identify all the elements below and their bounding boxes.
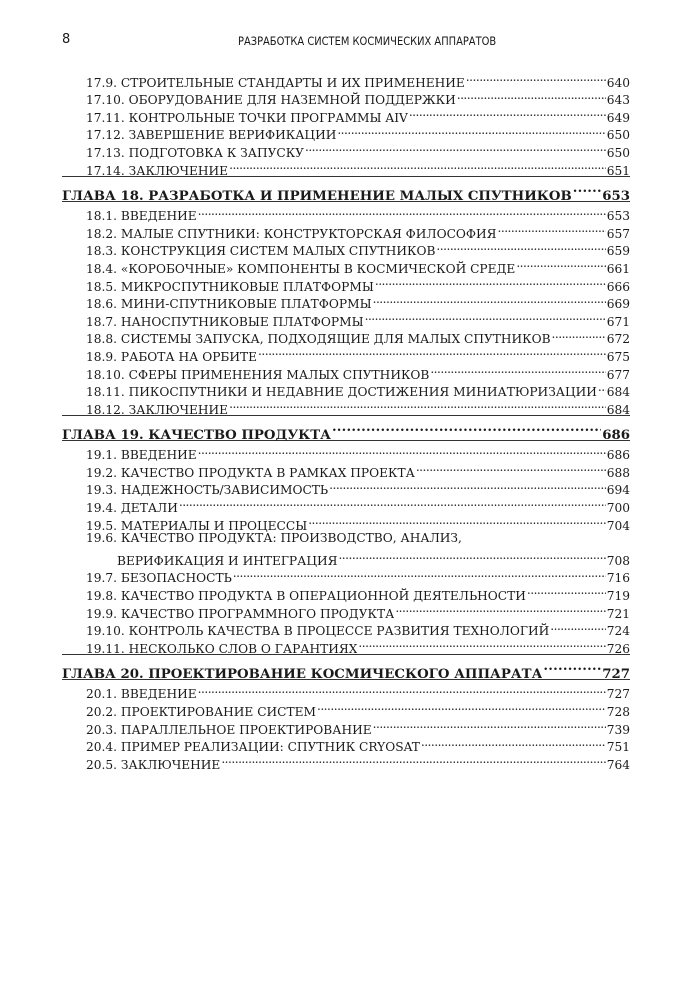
entry-label: 18.2. МАЛЫЕ СПУТНИКИ: КОНСТРУКТОРСКАЯ ФИЛОСОФИЯ	[86, 226, 497, 241]
leader-dots	[573, 178, 602, 200]
toc-entry[interactable]	[62, 69, 630, 90]
entry-label: 17.10. ОБОРУДОВАНИЕ ДЛЯ НАЗЕМНОЙ ПОДДЕРЖКИ	[86, 93, 456, 108]
leader-dots	[552, 326, 606, 344]
leader-dots	[332, 417, 601, 439]
entry-label: 20.1. ВВЕДЕНИЕ	[86, 687, 197, 702]
leader-dots	[329, 477, 606, 495]
entry-page: 719	[606, 589, 630, 604]
entry-label: 18.8. СИСТЕМЫ ЗАПУСКА, ПОДХОДЯЩИЕ ДЛЯ МАЛЫХ СПУТНИКОВ	[86, 332, 551, 347]
entry-label: 17.14. ЗАКЛЮЧЕНИЕ	[86, 163, 229, 178]
entry-label: 19.1. ВВЕДЕНИЕ	[86, 448, 197, 463]
entry-label: 20.3. ПАРАЛЛЕЛЬНОЕ ПРОЕКТИРОВАНИЕ	[86, 722, 372, 737]
page-header	[62, 32, 630, 52]
leader-dots	[457, 87, 606, 105]
leader-dots	[373, 716, 606, 734]
leader-dots	[305, 139, 606, 157]
leader-dots	[416, 459, 606, 477]
entry-label-line2: ВЕРИФИКАЦИЯ И ИНТЕГРАЦИЯ	[117, 553, 338, 568]
toc-group-chapter-19b	[62, 565, 630, 656]
leader-dots	[308, 512, 606, 530]
chapter-page: 686	[602, 427, 630, 443]
leader-dots	[373, 291, 606, 309]
entry-page: 739	[606, 722, 630, 737]
leader-dots	[233, 565, 606, 583]
entry-page: 684	[606, 385, 630, 400]
entry-page: 694	[606, 483, 630, 498]
leader-dots	[527, 582, 606, 600]
entry-label: 19.7. БЕЗОПАСНОСТЬ	[86, 571, 232, 586]
leader-dots	[550, 618, 605, 636]
entry-label: 17.9. СТРОИТЕЛЬНЫЕ СТАНДАРТЫ И ИХ ПРИМЕНЕНИЕ	[86, 75, 465, 90]
leader-dots	[543, 656, 601, 678]
entry-page: 716	[606, 571, 630, 586]
leader-dots	[466, 69, 606, 87]
toc-entry-multiline[interactable]	[62, 530, 630, 568]
leader-dots	[436, 238, 605, 256]
entry-page: 649	[606, 110, 630, 125]
entry-page: 721	[606, 606, 630, 621]
leader-dots	[338, 547, 605, 565]
entry-label: 19.4. ДЕТАЛИ	[86, 501, 178, 516]
entry-label: 19.8. КАЧЕСТВО ПРОДУКТА В ОПЕРАЦИОННОЙ ДЕЯТЕЛЬНОСТИ	[86, 589, 526, 604]
entry-page: 688	[606, 465, 630, 480]
leader-dots	[198, 442, 606, 460]
entry-page: 669	[606, 297, 630, 312]
entry-label: 17.13. ПОДГОТОВКА К ЗАПУСКУ	[86, 145, 304, 160]
chapter-title: ГЛАВА 19. КАЧЕСТВО ПРОДУКТА	[62, 427, 331, 443]
entry-label: 18.10. СФЕРЫ ПРИМЕНЕНИЯ МАЛЫХ СПУТНИКОВ	[86, 367, 430, 382]
entry-page: 684	[606, 402, 630, 417]
toc-group-chapter-19a	[62, 442, 630, 533]
leader-dots	[516, 255, 605, 273]
leader-dots	[229, 396, 606, 414]
running-title: РАЗРАБОТКА СИСТЕМ КОСМИЧЕСКИХ АППАРАТОВ	[238, 34, 497, 48]
toc-chapter-18[interactable]	[62, 178, 630, 204]
toc-chapter-20[interactable]	[62, 656, 630, 682]
leader-dots	[421, 734, 606, 752]
entry-line2	[86, 547, 630, 568]
entry-label: 19.5. МАТЕРИАЛЫ И ПРОЦЕССЫ	[86, 518, 308, 533]
entry-page: 751	[606, 740, 630, 755]
leader-dots	[258, 343, 606, 361]
leader-dots	[395, 600, 605, 618]
entry-page: 704	[606, 518, 630, 533]
entry-label: 17.11. КОНТРОЛЬНЫЕ ТОЧКИ ПРОГРАММЫ AIV	[86, 110, 408, 125]
leader-dots	[229, 157, 606, 175]
leader-dots	[221, 751, 605, 769]
entry-page: 640	[606, 75, 630, 90]
entry-page: 675	[606, 349, 630, 364]
entry-page: 726	[606, 641, 630, 656]
entry-page: 764	[606, 757, 630, 772]
entry-page: 727	[606, 687, 630, 702]
entry-label: 19.10. КОНТРОЛЬ КАЧЕСТВА В ПРОЦЕССЕ РАЗВИТИЯ ТЕХНОЛОГИЙ	[86, 624, 550, 639]
entry-label: 18.9. РАБОТА НА ОРБИТЕ	[86, 349, 258, 364]
entry-page: 661	[606, 261, 630, 276]
entry-label: 19.11. НЕСКОЛЬКО СЛОВ О ГАРАНТИЯХ	[86, 641, 358, 656]
leader-dots	[358, 635, 605, 653]
leader-dots	[598, 379, 606, 397]
entry-label: 20.5. ЗАКЛЮЧЕНИЕ	[86, 757, 221, 772]
leader-dots	[365, 308, 606, 326]
leader-dots	[198, 681, 606, 699]
entry-label: 19.9. КАЧЕСТВО ПРОГРАММНОГО ПРОДУКТА	[86, 606, 395, 621]
entry-label: 18.1. ВВЕДЕНИЕ	[86, 209, 197, 224]
entry-label: 18.5. МИКРОСПУТНИКОВЫЕ ПЛАТФОРМЫ	[86, 279, 374, 294]
entry-page: 677	[606, 367, 630, 382]
toc-group-chapter-20	[62, 681, 630, 772]
entry-page: 666	[606, 279, 630, 294]
entry-label: 18.6. МИНИ-СПУТНИКОВЫЕ ПЛАТФОРМЫ	[86, 297, 372, 312]
entry-page: 700	[606, 501, 630, 516]
entry-label-line1: 19.6. КАЧЕСТВО ПРОДУКТА: ПРОИЗВОДСТВО, АНАЛИЗ,	[86, 530, 462, 545]
chapter-title: ГЛАВА 18. РАЗРАБОТКА И ПРИМЕНЕНИЕ МАЛЫХ СПУТНИКОВ	[62, 188, 572, 204]
leader-dots	[337, 122, 605, 140]
toc-group-chapter-18	[62, 203, 630, 417]
entry-page: 650	[606, 145, 630, 160]
entry-label: 19.3. НАДЕЖНОСТЬ/ЗАВИСИМОСТЬ	[86, 483, 329, 498]
entry-page: 657	[606, 226, 630, 241]
entry-page: 659	[606, 244, 630, 259]
chapter-page: 653	[602, 188, 630, 204]
entry-page: 643	[606, 93, 630, 108]
entry-label: 18.7. НАНОСПУТНИКОВЫЕ ПЛАТФОРМЫ	[86, 314, 364, 329]
leader-dots	[498, 220, 606, 238]
toc-group-chapter-17	[62, 69, 630, 178]
entry-page: 724	[606, 624, 630, 639]
entry-label: 18.4. «КОРОБОЧНЫЕ» КОМПОНЕНТЫ В КОСМИЧЕСКОЙ СРЕДЕ	[86, 261, 516, 276]
leader-dots	[198, 203, 606, 221]
entry-label: 20.2. ПРОЕКТИРОВАНИЕ СИСТЕМ	[86, 705, 316, 719]
chapter-title: ГЛАВА 20. ПРОЕКТИРОВАНИЕ КОСМИЧЕСКОГО АППАРАТА	[62, 666, 543, 682]
table-of-contents	[62, 69, 630, 772]
toc-chapter-19[interactable]	[62, 417, 630, 443]
leader-dots	[317, 698, 606, 716]
entry-label: 18.11. ПИКОСПУТНИКИ И НЕДАВНИЕ ДОСТИЖЕНИЯ МИНИАТЮРИЗАЦИИ	[86, 385, 597, 400]
entry-page: 653	[606, 209, 630, 224]
entry-page: 728	[606, 705, 630, 719]
entry-page: 708	[606, 553, 630, 568]
entry-label: 18.12. ЗАКЛЮЧЕНИЕ	[86, 402, 229, 417]
chapter-page: 727	[602, 666, 630, 682]
entry-label: 20.4. ПРИМЕР РЕАЛИЗАЦИИ: СПУТНИК CRYOSAT	[86, 740, 420, 755]
entry-page: 686	[606, 448, 630, 463]
entry-page: 671	[606, 314, 630, 329]
leader-dots	[409, 104, 606, 122]
entry-label: 19.2. КАЧЕСТВО ПРОДУКТА В РАМКАХ ПРОЕКТА	[86, 465, 415, 480]
leader-dots	[179, 494, 606, 512]
entry-page: 672	[606, 332, 630, 347]
entry-label: 17.12. ЗАВЕРШЕНИЕ ВЕРИФИКАЦИИ	[86, 128, 337, 143]
entry-label: 18.3. КОНСТРУКЦИЯ СИСТЕМ МАЛЫХ СПУТНИКОВ	[86, 244, 436, 259]
entry-page: 651	[606, 163, 630, 178]
page-number: 8	[62, 32, 71, 47]
leader-dots	[375, 273, 606, 291]
entry-page: 650	[606, 128, 630, 143]
leader-dots	[430, 361, 605, 379]
